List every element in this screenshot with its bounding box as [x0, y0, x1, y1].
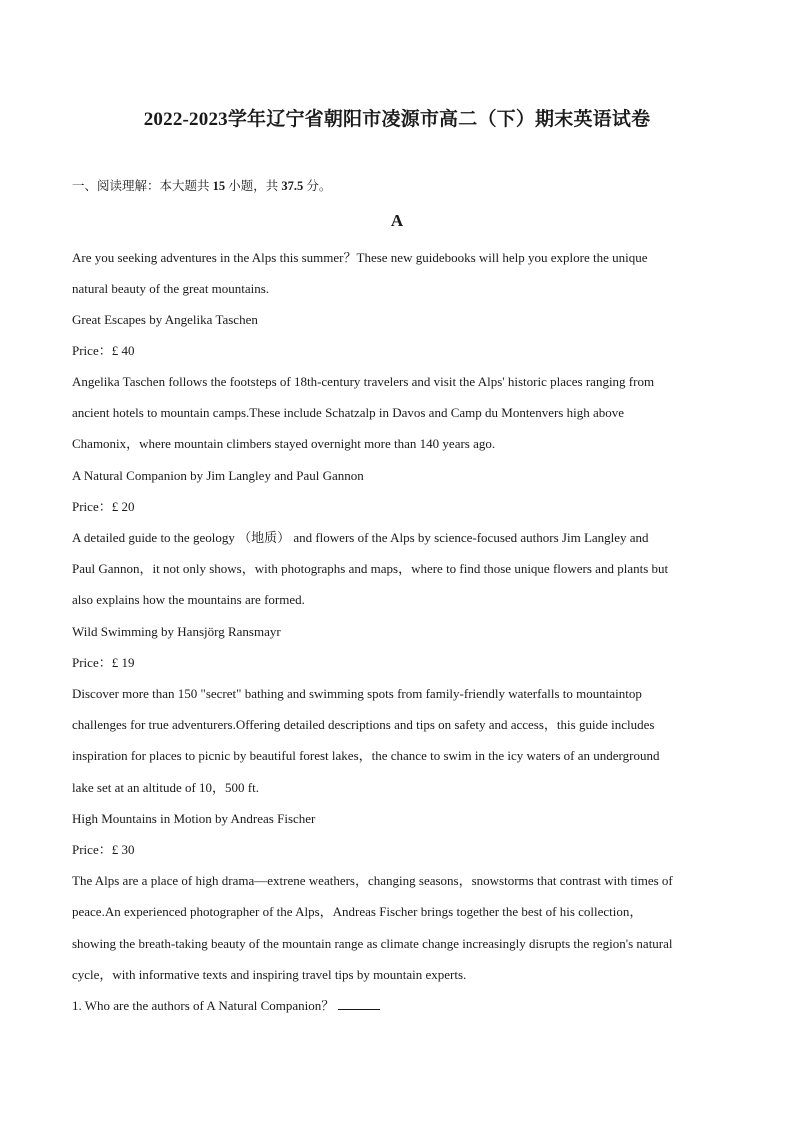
- book-price: Price：£ 30: [72, 842, 135, 857]
- passage-line: Chamonix，where mountain climbers stayed overnight more than 140 years ago.: [72, 436, 496, 451]
- book-price: Price：£ 20: [72, 499, 135, 514]
- passage-line: Paul Gannon，it not only shows，with photographs and maps，where to find those unique flowers and plants but: [72, 561, 669, 576]
- book-title: Great Escapes by Angelika Taschen: [72, 312, 258, 327]
- passage-line: lake set at an altitude of 10，500 ft.: [72, 780, 260, 795]
- section-suffix: 分。: [306, 179, 332, 193]
- passage-line: inspiration for places to picnic by beautiful forest lakes，the chance to swim in the icy waters of an underground: [72, 748, 660, 763]
- section-count: 15: [212, 179, 226, 193]
- passage-label: A: [390, 211, 404, 230]
- section-heading: [72, 176, 331, 194]
- section-prefix: 一、阅读理解：本大题共: [72, 179, 210, 193]
- passage-line: ancient hotels to mountain camps.These include Schatzalp in Davos and Camp du Montenvers high above: [72, 405, 625, 420]
- question-1-text: 1. Who are the authors of A Natural Companion？: [72, 998, 335, 1013]
- section-mid: 小题，共: [228, 179, 279, 193]
- page-title: 2022-2023学年辽宁省朝阳市凌源市高二（下）期末英语试卷: [143, 109, 651, 130]
- passage-line: Angelika Taschen follows the footsteps of 18th-century travelers and visit the Alps' historic places ranging from: [72, 374, 655, 389]
- passage-line: cycle，with informative texts and inspiring travel tips by mountain experts.: [72, 967, 467, 982]
- book-price: Price：£ 19: [72, 655, 135, 670]
- passage-line: Discover more than 150 "secret" bathing and swimming spots from family-friendly waterfalls to mountaintop: [72, 686, 642, 701]
- passage-line: A detailed guide to the geology （地质） and flowers of the Alps by science-focused authors Jim Langley and: [72, 530, 649, 545]
- question-1: [72, 997, 724, 1015]
- book-title: A Natural Companion by Jim Langley and Paul Gannon: [72, 468, 364, 483]
- passage-line: also explains how the mountains are formed.: [72, 592, 305, 607]
- passage-line: peace.An experienced photographer of the Alps，Andreas Fischer brings together the best of his collection，: [72, 904, 643, 919]
- passage-line: challenges for true adventurers.Offering detailed descriptions and tips on safety and access，this guide includes: [72, 717, 655, 732]
- book-price: Price：£ 40: [72, 343, 135, 358]
- book-title: Wild Swimming by Hansjörg Ransmayr: [72, 624, 281, 639]
- passage-line: Are you seeking adventures in the Alps this summer？These new guidebooks will help you explore the unique: [72, 250, 648, 265]
- book-title: High Mountains in Motion by Andreas Fischer: [72, 811, 316, 826]
- answer-blank[interactable]: [338, 997, 380, 1010]
- passage-line: showing the breath-taking beauty of the mountain range as climate change increasingly disrupts the region's natural: [72, 936, 673, 951]
- section-score: 37.5: [281, 179, 304, 193]
- passage-line: natural beauty of the great mountains.: [72, 281, 270, 296]
- passage-line: The Alps are a place of high drama—extrene weathers，changing seasons，snowstorms that contrast with times of: [72, 873, 673, 888]
